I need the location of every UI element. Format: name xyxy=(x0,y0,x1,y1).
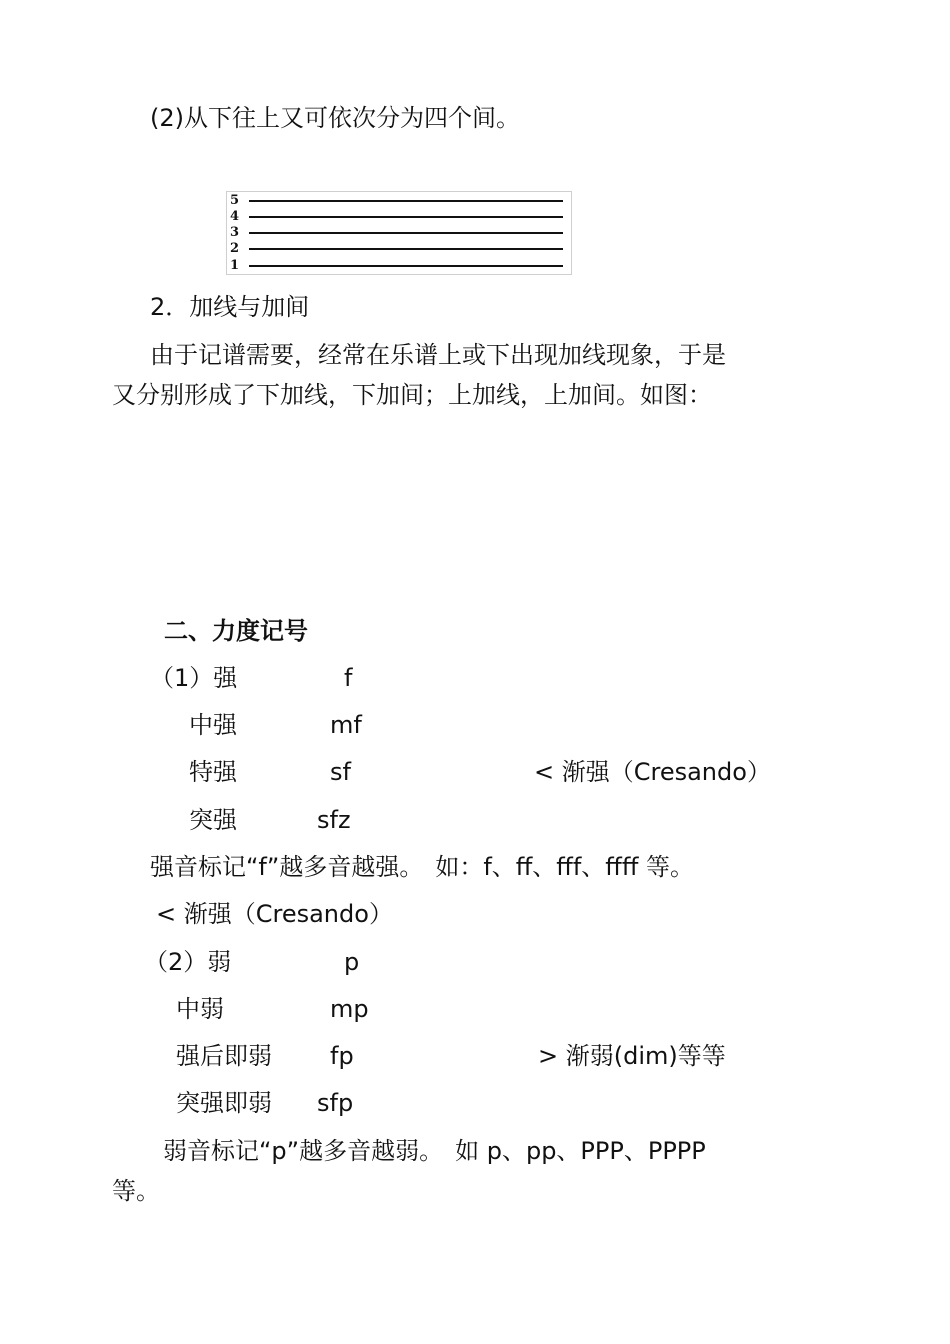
weak-row-label: （2）弱 xyxy=(144,948,232,976)
sforzando-symbol: sf xyxy=(330,758,351,786)
staff-figure xyxy=(226,191,572,275)
strong-remark: 强音标记“f”越多音越强。 如：f、ff、fff、ffff 等。 xyxy=(150,853,694,881)
crescendo-side-note: < 渐强（Cresando） xyxy=(534,758,771,786)
strong-row-label: （1）强 xyxy=(150,664,238,692)
sforzato-label: 突强 xyxy=(189,806,237,834)
forte-piano-label: 强后即弱 xyxy=(176,1042,272,1070)
staff-line-4 xyxy=(249,216,563,218)
strong-row-symbol: f xyxy=(344,664,353,692)
weak-row-symbol: p xyxy=(344,948,360,976)
dynamics-heading: 二、力度记号 xyxy=(164,617,308,645)
staff-line-number-5: 5 xyxy=(230,193,240,208)
intro-line: (2)从下往上又可依次分为四个间。 xyxy=(150,104,520,132)
sforzando-piano-symbol: sfp xyxy=(317,1089,354,1117)
mezzo-piano-symbol: mp xyxy=(330,995,369,1023)
ledger-paragraph-line-1: 由于记谱需要，经常在乐谱上或下出现加线现象，于是 xyxy=(150,341,726,369)
sforzando-piano-label: 突强即弱 xyxy=(176,1089,272,1117)
forte-piano-symbol: fp xyxy=(330,1042,354,1070)
ledger-heading: 2．加线与加间 xyxy=(150,293,310,321)
staff-line-5 xyxy=(249,200,563,202)
staff-line-number-3: 3 xyxy=(230,225,240,240)
staff-line-number-1: 1 xyxy=(230,258,240,273)
staff-line-1 xyxy=(249,265,563,267)
crescendo-line: < 渐强（Cresando） xyxy=(156,900,393,928)
diminuendo-side-note: > 渐弱(dim)等等 xyxy=(538,1042,726,1070)
staff-line-number-4: 4 xyxy=(230,209,240,224)
mezzo-forte-symbol: mf xyxy=(330,711,362,739)
mezzo-forte-label: 中强 xyxy=(189,711,237,739)
sforzando-label: 特强 xyxy=(189,758,237,786)
weak-remark-line-1: 弱音标记“p”越多音越弱。 如 p、pp、PPP、PPPP xyxy=(163,1137,706,1165)
sforzato-symbol: sfz xyxy=(317,806,351,834)
staff-line-2 xyxy=(249,248,563,250)
staff-line-3 xyxy=(249,232,563,234)
mezzo-piano-label: 中弱 xyxy=(176,995,224,1023)
staff-line-number-2: 2 xyxy=(230,241,240,256)
weak-remark-line-2: 等。 xyxy=(112,1177,160,1205)
ledger-paragraph-line-2: 又分别形成了下加线，下加间；上加线，上加间。如图： xyxy=(112,381,712,409)
